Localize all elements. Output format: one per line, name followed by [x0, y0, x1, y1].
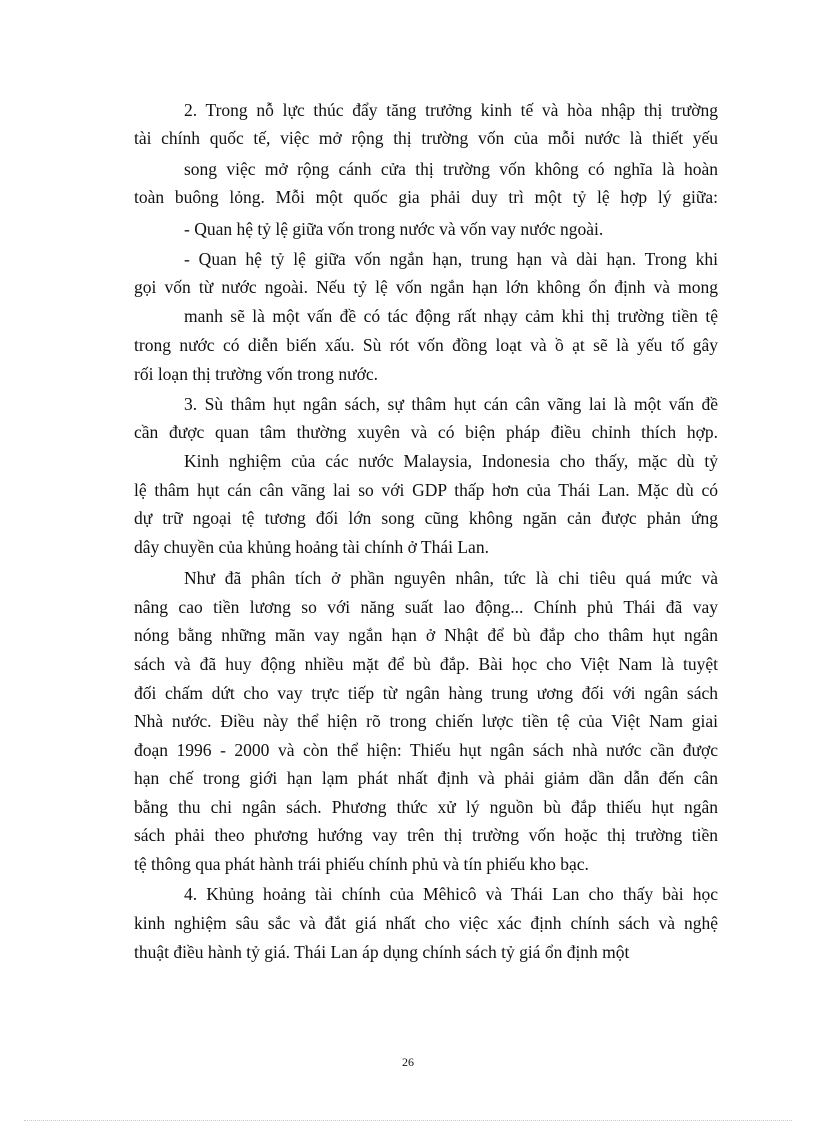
text-line: 2. Trong nỗ lực thúc đẩy tăng trưởng kinh tế và hòa nhập thị trường — [184, 100, 718, 120]
text-line: tài chính quốc tế, việc mở rộng thị trường vốn của mỗi nước là thiết yếu — [134, 128, 718, 148]
text-line: 4. Khủng hoảng tài chính của Mêhicô và Thái Lan cho thấy bài học — [184, 884, 718, 904]
text-line: song việc mở rộng cánh cửa thị trường vốn không có nghĩa là hoàn — [184, 159, 718, 179]
text-line: toàn buông lỏng. Mỗi một quốc gia phải duy trì một tỷ lệ hợp lý giữa: — [134, 187, 718, 207]
text-line: nâng cao tiền lương so với năng suất lao động... Chính phủ Thái đã vay — [134, 597, 718, 617]
text-line: - Quan hệ tỷ lệ giữa vốn trong nước và vốn vay nước ngoài. — [184, 219, 604, 239]
text-line: sách và đã huy động nhiều mặt để bù đắp. Bài học cho Việt Nam là tuyệt — [134, 654, 718, 674]
text-line: Kinh nghiệm của các nước Malaysia, Indonesia cho thấy, mặc dù tỷ — [184, 451, 718, 471]
page-number: 26 — [402, 1055, 414, 1069]
text-line: Nhà nước. Điều này thể hiện rõ trong chiến lược tiền tệ của Việt Nam giai — [134, 711, 718, 731]
text-line: kinh nghiệm sâu sắc và đắt giá nhất cho việc xác định chính sách và nghệ — [134, 913, 718, 933]
footer-divider — [24, 1120, 792, 1121]
text-line: trong nước có diễn biến xấu. Sù rót vốn đồng loạt và ồ ạt sẽ là yếu tố gây — [134, 335, 718, 355]
text-line: tệ thông qua phát hành trái phiếu chính phủ và tín phiếu kho bạc. — [134, 854, 589, 874]
text-line: lệ thâm hụt cán cân vãng lai so với GDP thấp hơn của Thái Lan. Mặc dù có — [134, 480, 718, 500]
text-line: dây chuyền của khủng hoảng tài chính ở Thái Lan. — [134, 537, 489, 557]
text-line: hạn chế trong giới hạn lạm phát nhất định và phải giảm dần dẫn đến cân — [134, 768, 718, 788]
text-line: gọi vốn từ nước ngoài. Nếu tỷ lệ vốn ngắn hạn lớn không ổn định và mong — [134, 277, 718, 297]
text-line: nóng bằng những mãn vay ngắn hạn ở Nhật để bù đắp cho thâm hụt ngân — [134, 625, 718, 645]
text-line: - Quan hệ tỷ lệ giữa vốn ngắn hạn, trung hạn và dài hạn. Trong khi — [184, 249, 718, 269]
text-line: đoạn 1996 - 2000 và còn thể hiện: Thiếu hụt ngân sách nhà nước cần được — [134, 740, 718, 760]
text-line: 3. Sù thâm hụt ngân sách, sự thâm hụt cán cân vãng lai là một vấn đề — [184, 394, 718, 414]
text-line: bằng thu chi ngân sách. Phương thức xử lý nguồn bù đắp thiếu hụt ngân — [134, 797, 718, 817]
text-line: dự trữ ngoại tệ tương đối lớn song cũng không ngăn cản được phản ứng — [134, 508, 718, 528]
text-line: đối chấm dứt cho vay trực tiếp từ ngân hàng trung ương đối với ngân sách — [134, 683, 718, 703]
text-line: manh sẽ là một vấn đề có tác động rất nhạy cảm khi thị trường tiền tệ — [184, 306, 718, 326]
text-line: sách phải theo phương hướng vay trên thị trường vốn hoặc thị trường tiền — [134, 825, 718, 845]
text-line: Như đã phân tích ở phần nguyên nhân, tức là chi tiêu quá mức và — [184, 568, 718, 588]
text-line: thuật điều hành tỷ giá. Thái Lan áp dụng chính sách tỷ giá ổn định một — [134, 942, 630, 962]
text-line: rối loạn thị trường vốn trong nước. — [134, 364, 379, 384]
text-line: cần được quan tâm thường xuyên và có biện pháp điều chỉnh thích hợp. — [134, 422, 718, 442]
